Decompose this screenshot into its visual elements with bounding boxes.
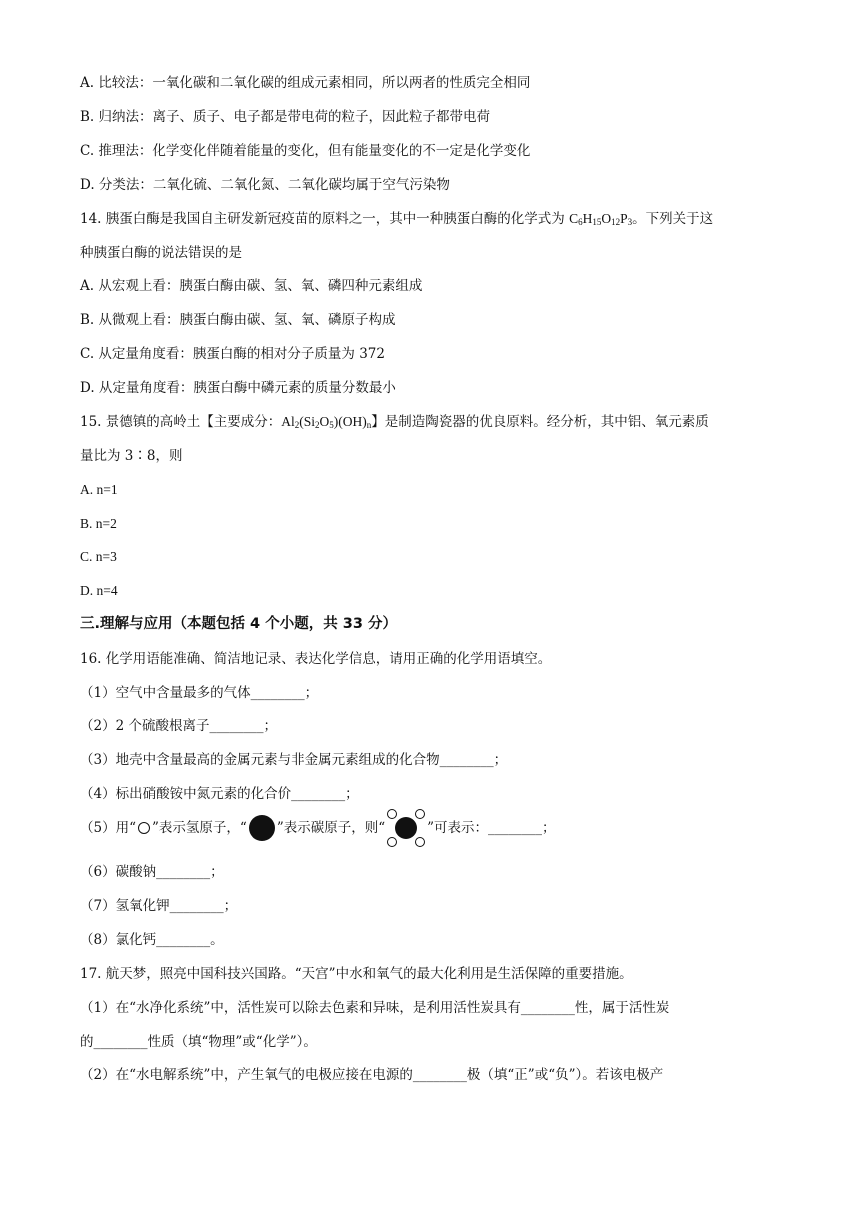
q17-part-2-line1: （2）在“水电解系统”中，产生氧气的电极应接在电源的________极（填“正”或“负”）。若该电极产 [80, 1067, 664, 1083]
q16-part-5-text-c: ”表示碳原子，则“ [276, 820, 386, 836]
q16-part-2: （2）2 个硫酸根离子________； [80, 718, 277, 734]
q14-stem-text: 14. 胰蛋白酶是我国自主研发新冠疫苗的原料之一，其中一种胰蛋白酶的化学式为 [80, 211, 570, 227]
q14-option-b: B. 从微观上看：胰蛋白酶由碳、氢、氧、磷原子构成 [80, 312, 396, 328]
q15-option-a: A. n=1 [80, 482, 118, 497]
q14-stem [80, 209, 713, 229]
methane-molecule-icon [386, 808, 426, 848]
carbon-atom-icon [249, 815, 275, 841]
q16-part-5-text-d: ”可表示：________； [427, 820, 556, 836]
q14-stem-line2: 种胰蛋白酶的说法错误的是 [80, 245, 242, 261]
q15-stem-text-end: 】是制造陶瓷器的优良原料。经分析，其中铝、氧元素质 [371, 414, 709, 430]
q16-stem: 16. 化学用语能准确、简洁地记录、表达化学信息，请用正确的化学用语填空。 [80, 651, 552, 667]
q16-part-4: （4）标出硝酸铵中氮元素的化合价________； [80, 786, 359, 802]
q13-option-c: C. 推理法：化学变化伴随着能量的变化，但有能量变化的不一定是化学变化 [80, 143, 531, 159]
hydrogen-atom-icon [138, 822, 150, 834]
q17-part-1-line2: 的________性质（填“物理”或“化学”）。 [80, 1034, 317, 1050]
q16-part-6: （6）碳酸钠________； [80, 864, 224, 880]
q15-option-b: B. n=2 [80, 516, 117, 531]
q16-part-1: （1）空气中含量最多的气体________； [80, 685, 319, 701]
q14-option-c: C. 从定量角度看：胰蛋白酶的相对分子质量为 372 [80, 346, 385, 362]
q15-option-c: C. n=3 [80, 549, 117, 564]
q16-part-5-text-b: ”表示氢原子，“ [152, 820, 247, 836]
q14-stem-text-end: 。下列关于这 [632, 211, 714, 227]
q15-stem-text: 15. 景德镇的高岭土【主要成分： [80, 414, 282, 430]
section-3-heading: 三.理解与应用（本题包括 4 个小题，共 33 分） [80, 616, 397, 632]
q14-formula: $C_6H_{15}O_{12}P_3$ [569, 211, 633, 227]
q17-part-1-line1: （1）在“水净化系统”中，活性炭可以除去色素和异味，是利用活性炭具有________性，属于活性炭 [80, 1000, 670, 1016]
q16-part-8: （8）氯化钙________。 [80, 932, 224, 948]
q13-option-d: D. 分类法：二氧化硫、二氧化氮、二氧化碳均属于空气污染物 [80, 177, 450, 193]
q14-option-d: D. 从定量角度看：胰蛋白酶中磷元素的质量分数最小 [80, 380, 396, 396]
q15-option-d: D. n=4 [80, 583, 118, 598]
q16-part-5-text-a: （5）用“ [80, 820, 136, 836]
q15-stem-line2: 量比为 3∶8，则 [80, 448, 183, 464]
q13-option-b: B. 归纳法：离子、质子、电子都是带电荷的粒子，因此粒子都带电荷 [80, 109, 491, 125]
q16-part-7: （7）氢氧化钾________； [80, 898, 238, 914]
q13-option-a: A. 比较法：一氧化碳和二氧化碳的组成元素相同，所以两者的性质完全相同 [80, 75, 531, 91]
q17-stem: 17. 航天梦，照亮中国科技兴国路。“天宫”中水和氧气的最大化利用是生活保障的重要措施。 [80, 966, 633, 982]
q16-part-3: （3）地壳中含量最高的金属元素与非金属元素组成的化合物________； [80, 752, 508, 768]
q14-option-a: A. 从宏观上看：胰蛋白酶由碳、氢、氧、磷四种元素组成 [80, 278, 423, 294]
q15-stem [80, 412, 709, 432]
q15-formula: $Al_2(Si_2O_5)(OH)_n$ [281, 414, 372, 430]
q16-part-5 [80, 806, 556, 850]
